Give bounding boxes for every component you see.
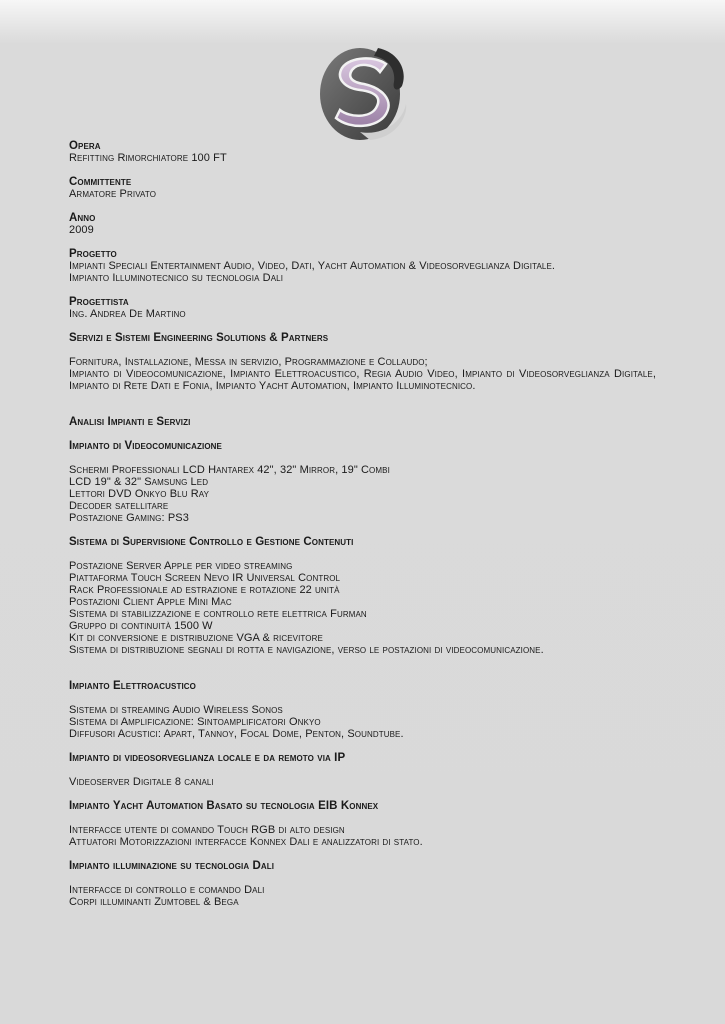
list-item: Diffusori Acustici: Apart, Tannoy, Focal Dome, Penton, Soundtube. xyxy=(69,728,404,740)
list-item: Corpi illuminanti Zumtobel & Bega xyxy=(69,896,239,908)
list-item: Videoserver Digitale 8 canali xyxy=(69,776,214,788)
list-item: Schermi Professionali LCD Hantarex 42", 32" Mirror, 19" Combi xyxy=(69,464,390,476)
list-item: Sistema di stabilizzazione e controllo rete elettrica Furman xyxy=(69,608,367,620)
list-item: Interfacce di controllo e comando Dali xyxy=(69,884,265,896)
list-item: Lettori DVD Onkyo Blu Ray xyxy=(69,488,210,500)
list-item: Gruppo di continuità 1500 W xyxy=(69,620,213,632)
list-item: Decoder satellitare xyxy=(69,500,169,512)
list-item: Sistema di Amplificazione: Sintoamplificatori Onkyo xyxy=(69,716,321,728)
anno-value: 2009 xyxy=(69,224,94,236)
servizi-heading: Servizi e Sistemi Engineering Solutions & Partners xyxy=(69,332,329,344)
list-item: Postazione Server Apple per video streaming xyxy=(69,560,293,572)
progetto-line: Impianto Illuminotecnico su tecnologia Dali xyxy=(69,272,284,284)
committente-heading: Committente xyxy=(69,176,132,188)
list-item: LCD 19" & 32" Samsung Led xyxy=(69,476,209,488)
list-item: Rack Professionale ad estrazione e rotazione 22 unità xyxy=(69,584,340,596)
company-logo xyxy=(316,42,410,142)
list-item: Sistema di streaming Audio Wireless Sonos xyxy=(69,704,283,716)
committente-value: Armatore Privato xyxy=(69,188,157,200)
list-item: Kit di conversione e distribuzione VGA & ricevitore xyxy=(69,632,323,644)
opera-value: Refitting Rimorchiatore 100 FT xyxy=(69,152,227,164)
progetto-heading: Progetto xyxy=(69,248,117,260)
list-item: Sistema di distribuzione segnali di rotta e navigazione, verso le postazioni di videocomunicazione. xyxy=(69,644,544,656)
elettroacustico-heading: Impianto Elettroacustico xyxy=(69,680,196,692)
list-item: Interfacce utente di comando Touch RGB di alto design xyxy=(69,824,345,836)
servizi-paragraph: Impianto di Videocomunicazione, Impianto Elettroacustico, Regia Audio Video, Impianto di Videosorveglianza Digitale, Impianto di Rete Dati e Fonia, Impianto Yacht Automation, Impianto Illuminotecnico. xyxy=(69,368,656,392)
yacht-heading: Impianto Yacht Automation Basato su tecnologia EIB Konnex xyxy=(69,800,379,812)
servizi-line: Fornitura, Installazione, Messa in servizio, Programmazione e Collaudo; xyxy=(69,356,428,368)
progettista-heading: Progettista xyxy=(69,296,129,308)
list-item: Attuatori Motorizzazioni interfacce Konnex Dali e analizzatori di stato. xyxy=(69,836,423,848)
list-item: Postazione Gaming: PS3 xyxy=(69,512,189,524)
anno-heading: Anno xyxy=(69,212,96,224)
document-body xyxy=(69,140,656,908)
videosorveglianza-heading: Impianto di videosorveglianza locale e da remoto via IP xyxy=(69,752,346,764)
opera-heading: Opera xyxy=(69,140,101,152)
analisi-heading: Analisi Impianti e Servizi xyxy=(69,416,191,428)
list-item: Piattaforma Touch Screen Nevo IR Universal Control xyxy=(69,572,341,584)
progettista-value: Ing. Andrea De Martino xyxy=(69,308,186,320)
illuminazione-heading: Impianto illuminazione su tecnologia Dali xyxy=(69,860,275,872)
progetto-line: Impianti Speciali Entertainment Audio, Video, Dati, Yacht Automation & Videosorveglianza Digitale. xyxy=(69,260,556,272)
supervisione-heading: Sistema di Supervisione Controllo e Gestione Contenuti xyxy=(69,536,354,548)
videocomunicazione-heading: Impianto di Videocomunicazione xyxy=(69,440,222,452)
list-item: Postazioni Client Apple Mini Mac xyxy=(69,596,232,608)
